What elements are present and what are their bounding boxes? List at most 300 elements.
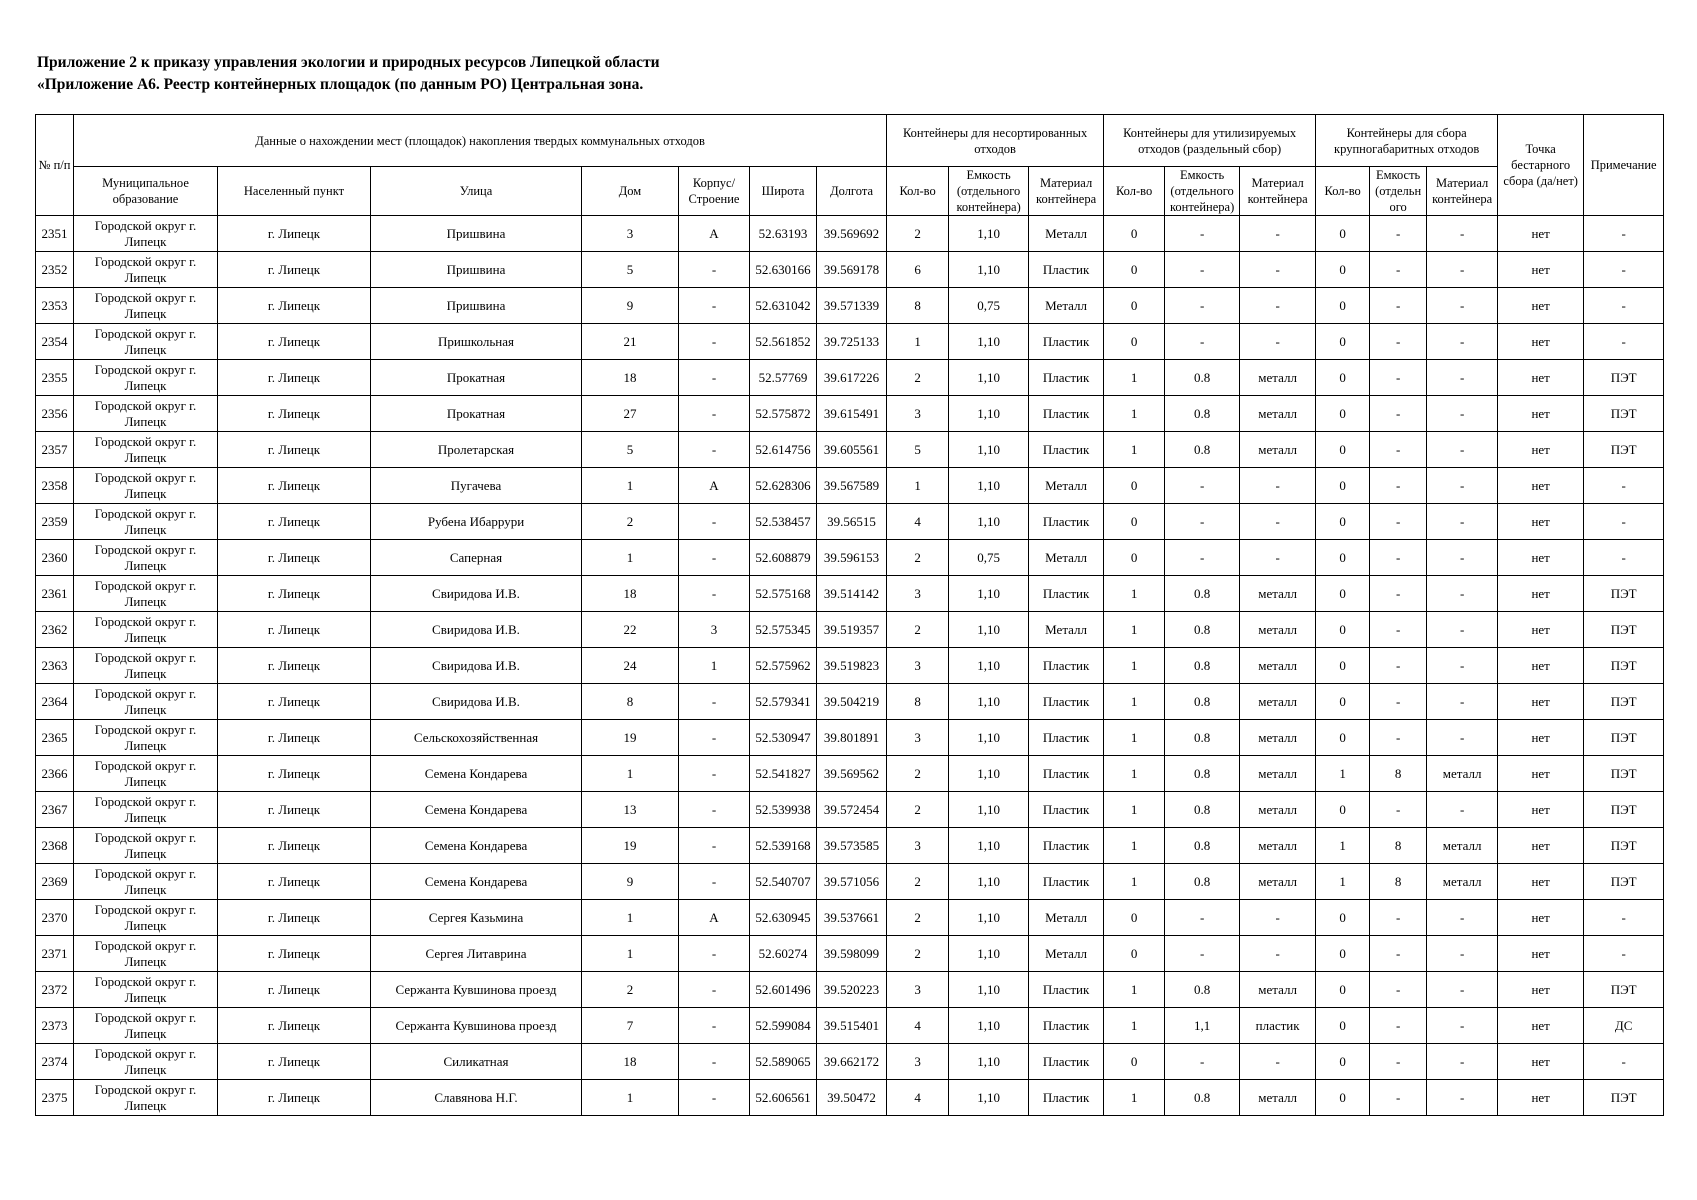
- cell-latitude: 52.630166: [750, 252, 817, 288]
- cell-note: -: [1584, 540, 1664, 576]
- cell-bagless: нет: [1498, 684, 1584, 720]
- cell-note: ПЭТ: [1584, 828, 1664, 864]
- cell-building: 3: [679, 612, 750, 648]
- cell-recyclable-count: 0: [1104, 216, 1165, 252]
- cell-latitude: 52.631042: [750, 288, 817, 324]
- cell-longitude: 39.615491: [817, 396, 887, 432]
- cell-bulky-capacity: 8: [1370, 864, 1427, 900]
- cell-unsorted-count: 2: [887, 540, 949, 576]
- cell-bulky-material: -: [1427, 1008, 1498, 1044]
- cell-bulky-material: -: [1427, 972, 1498, 1008]
- header-unsorted-count: Кол-во: [887, 167, 949, 216]
- title-line-1: Приложение 2 к приказу управления экологии и природных ресурсов Липецкой области: [37, 54, 660, 71]
- cell-building: -: [679, 684, 750, 720]
- cell-num: 2358: [36, 468, 74, 504]
- cell-recyclable-count: 1: [1104, 612, 1165, 648]
- cell-settlement: г. Липецк: [218, 396, 371, 432]
- cell-recyclable-count: 1: [1104, 1080, 1165, 1116]
- cell-house: 21: [582, 324, 679, 360]
- table-row: [36, 972, 1664, 1008]
- cell-longitude: 39.537661: [817, 900, 887, 936]
- cell-recyclable-count: 1: [1104, 1008, 1165, 1044]
- cell-bulky-capacity: -: [1370, 432, 1427, 468]
- cell-bulky-material: -: [1427, 792, 1498, 828]
- cell-recyclable-capacity: 0.8: [1165, 1080, 1240, 1116]
- cell-latitude: 52.63193: [750, 216, 817, 252]
- cell-bulky-count: 0: [1316, 648, 1370, 684]
- cell-unsorted-count: 1: [887, 468, 949, 504]
- cell-recyclable-material: -: [1240, 252, 1316, 288]
- cell-street: Пролетарская: [371, 432, 582, 468]
- cell-street: Сергея Литаврина: [371, 936, 582, 972]
- cell-recyclable-capacity: 0.8: [1165, 648, 1240, 684]
- cell-unsorted-count: 8: [887, 684, 949, 720]
- cell-settlement: г. Липецк: [218, 900, 371, 936]
- cell-unsorted-material: Пластик: [1029, 1044, 1104, 1080]
- cell-house: 1: [582, 468, 679, 504]
- cell-bulky-material: металл: [1427, 828, 1498, 864]
- cell-longitude: 39.573585: [817, 828, 887, 864]
- cell-unsorted-count: 2: [887, 900, 949, 936]
- cell-bulky-capacity: -: [1370, 468, 1427, 504]
- cell-note: ПЭТ: [1584, 684, 1664, 720]
- cell-recyclable-count: 1: [1104, 828, 1165, 864]
- header-building: Корпус/ Строение: [679, 167, 750, 216]
- cell-building: -: [679, 1080, 750, 1116]
- cell-bulky-count: 0: [1316, 360, 1370, 396]
- cell-bulky-material: -: [1427, 612, 1498, 648]
- cell-note: ПЭТ: [1584, 864, 1664, 900]
- cell-unsorted-material: Пластик: [1029, 252, 1104, 288]
- cell-unsorted-count: 4: [887, 504, 949, 540]
- cell-house: 18: [582, 576, 679, 612]
- cell-bulky-count: 0: [1316, 684, 1370, 720]
- cell-house: 3: [582, 216, 679, 252]
- header-municipality: Муниципальное образование: [74, 167, 218, 216]
- cell-latitude: 52.575872: [750, 396, 817, 432]
- header-bulky-material: Материал контейнера: [1427, 167, 1498, 216]
- table-row: [36, 864, 1664, 900]
- cell-note: ПЭТ: [1584, 1080, 1664, 1116]
- cell-latitude: 52.630945: [750, 900, 817, 936]
- cell-bulky-count: 0: [1316, 1044, 1370, 1080]
- cell-unsorted-material: Пластик: [1029, 360, 1104, 396]
- cell-municipality: Городской округ г. Липецк: [74, 720, 218, 756]
- cell-unsorted-capacity: 1,10: [949, 792, 1029, 828]
- cell-building: -: [679, 972, 750, 1008]
- cell-recyclable-capacity: 1,1: [1165, 1008, 1240, 1044]
- cell-recyclable-capacity: 0.8: [1165, 684, 1240, 720]
- cell-num: 2362: [36, 612, 74, 648]
- cell-municipality: Городской округ г. Липецк: [74, 936, 218, 972]
- cell-unsorted-material: Металл: [1029, 612, 1104, 648]
- header-unsorted-material: Материал контейнера: [1029, 167, 1104, 216]
- cell-unsorted-count: 3: [887, 648, 949, 684]
- cell-num: 2351: [36, 216, 74, 252]
- cell-unsorted-material: Пластик: [1029, 828, 1104, 864]
- cell-longitude: 39.56515: [817, 504, 887, 540]
- cell-settlement: г. Липецк: [218, 828, 371, 864]
- cell-unsorted-capacity: 1,10: [949, 864, 1029, 900]
- cell-bagless: нет: [1498, 324, 1584, 360]
- cell-street: Пришвина: [371, 216, 582, 252]
- cell-bulky-material: -: [1427, 504, 1498, 540]
- header-location-group: Данные о нахождении мест (площадок) накопления твердых коммунальных отходов: [74, 115, 887, 167]
- table-header: [36, 115, 1664, 216]
- header-recyclable-count: Кол-во: [1104, 167, 1165, 216]
- cell-house: 22: [582, 612, 679, 648]
- cell-settlement: г. Липецк: [218, 360, 371, 396]
- cell-building: -: [679, 288, 750, 324]
- cell-note: ПЭТ: [1584, 396, 1664, 432]
- header-note: Примечание: [1584, 115, 1664, 216]
- cell-bulky-material: -: [1427, 396, 1498, 432]
- cell-street: Саперная: [371, 540, 582, 576]
- cell-unsorted-capacity: 1,10: [949, 396, 1029, 432]
- cell-longitude: 39.617226: [817, 360, 887, 396]
- cell-house: 19: [582, 828, 679, 864]
- header-house: Дом: [582, 167, 679, 216]
- header-unsorted-capacity: Емкость (отдельного контейнера): [949, 167, 1029, 216]
- cell-settlement: г. Липецк: [218, 252, 371, 288]
- cell-street: Пугачева: [371, 468, 582, 504]
- cell-recyclable-material: металл: [1240, 576, 1316, 612]
- header-recyclable-group: Контейнеры для утилизируемых отходов (раздельный сбор): [1104, 115, 1316, 167]
- cell-num: 2371: [36, 936, 74, 972]
- cell-recyclable-material: -: [1240, 288, 1316, 324]
- cell-building: -: [679, 1044, 750, 1080]
- cell-unsorted-capacity: 1,10: [949, 504, 1029, 540]
- table-row: [36, 360, 1664, 396]
- cell-street: Славянова Н.Г.: [371, 1080, 582, 1116]
- cell-house: 18: [582, 360, 679, 396]
- cell-recyclable-material: -: [1240, 1044, 1316, 1080]
- cell-note: -: [1584, 504, 1664, 540]
- header-bulky-capacity: Емкость (отдельн ого: [1370, 167, 1427, 216]
- cell-unsorted-capacity: 1,10: [949, 216, 1029, 252]
- cell-unsorted-count: 3: [887, 576, 949, 612]
- cell-unsorted-material: Металл: [1029, 216, 1104, 252]
- cell-unsorted-material: Пластик: [1029, 396, 1104, 432]
- cell-latitude: 52.575168: [750, 576, 817, 612]
- header-latitude: Широта: [750, 167, 817, 216]
- cell-recyclable-capacity: -: [1165, 468, 1240, 504]
- cell-bagless: нет: [1498, 288, 1584, 324]
- cell-unsorted-count: 2: [887, 756, 949, 792]
- cell-num: 2375: [36, 1080, 74, 1116]
- cell-unsorted-count: 2: [887, 612, 949, 648]
- cell-latitude: 52.561852: [750, 324, 817, 360]
- cell-building: -: [679, 432, 750, 468]
- table-row: [36, 648, 1664, 684]
- cell-bulky-material: -: [1427, 1044, 1498, 1080]
- cell-latitude: 52.539938: [750, 792, 817, 828]
- cell-recyclable-material: металл: [1240, 360, 1316, 396]
- cell-latitude: 52.57769: [750, 360, 817, 396]
- cell-house: 13: [582, 792, 679, 828]
- cell-street: Семена Кондарева: [371, 864, 582, 900]
- cell-street: Силикатная: [371, 1044, 582, 1080]
- cell-unsorted-material: Пластик: [1029, 756, 1104, 792]
- cell-note: -: [1584, 252, 1664, 288]
- cell-street: Свиридова И.В.: [371, 576, 582, 612]
- cell-bulky-capacity: -: [1370, 972, 1427, 1008]
- cell-recyclable-capacity: -: [1165, 288, 1240, 324]
- cell-num: 2368: [36, 828, 74, 864]
- cell-unsorted-capacity: 1,10: [949, 648, 1029, 684]
- cell-settlement: г. Липецк: [218, 864, 371, 900]
- cell-bulky-capacity: 8: [1370, 828, 1427, 864]
- cell-unsorted-material: Пластик: [1029, 324, 1104, 360]
- cell-unsorted-count: 8: [887, 288, 949, 324]
- cell-recyclable-count: 1: [1104, 972, 1165, 1008]
- cell-latitude: 52.608879: [750, 540, 817, 576]
- cell-unsorted-count: 6: [887, 252, 949, 288]
- cell-settlement: г. Липецк: [218, 540, 371, 576]
- cell-latitude: 52.541827: [750, 756, 817, 792]
- cell-house: 1: [582, 1080, 679, 1116]
- cell-recyclable-count: 0: [1104, 900, 1165, 936]
- cell-street: Сержанта Кувшинова проезд: [371, 1008, 582, 1044]
- cell-num: 2372: [36, 972, 74, 1008]
- cell-recyclable-capacity: -: [1165, 900, 1240, 936]
- cell-recyclable-material: -: [1240, 504, 1316, 540]
- header-bagless: Точка бестарного сбора (да/нет): [1498, 115, 1584, 216]
- cell-unsorted-material: Пластик: [1029, 684, 1104, 720]
- cell-bulky-capacity: -: [1370, 1044, 1427, 1080]
- cell-bulky-count: 1: [1316, 828, 1370, 864]
- cell-num: 2353: [36, 288, 74, 324]
- cell-note: -: [1584, 1044, 1664, 1080]
- cell-recyclable-count: 1: [1104, 792, 1165, 828]
- cell-recyclable-material: -: [1240, 540, 1316, 576]
- cell-settlement: г. Липецк: [218, 324, 371, 360]
- cell-building: -: [679, 756, 750, 792]
- cell-recyclable-material: металл: [1240, 396, 1316, 432]
- cell-bulky-capacity: -: [1370, 720, 1427, 756]
- cell-street: Сержанта Кувшинова проезд: [371, 972, 582, 1008]
- cell-unsorted-capacity: 1,10: [949, 576, 1029, 612]
- cell-street: Свиридова И.В.: [371, 684, 582, 720]
- cell-recyclable-count: 1: [1104, 576, 1165, 612]
- cell-note: -: [1584, 468, 1664, 504]
- cell-bagless: нет: [1498, 648, 1584, 684]
- cell-unsorted-count: 4: [887, 1080, 949, 1116]
- cell-house: 1: [582, 900, 679, 936]
- cell-recyclable-material: металл: [1240, 720, 1316, 756]
- cell-recyclable-capacity: 0.8: [1165, 828, 1240, 864]
- cell-bagless: нет: [1498, 900, 1584, 936]
- table-row: [36, 468, 1664, 504]
- cell-bulky-material: -: [1427, 936, 1498, 972]
- cell-unsorted-material: Пластик: [1029, 1008, 1104, 1044]
- cell-bulky-material: -: [1427, 1080, 1498, 1116]
- cell-bulky-material: -: [1427, 900, 1498, 936]
- document-title: [37, 52, 660, 96]
- table-row: [36, 576, 1664, 612]
- cell-recyclable-material: металл: [1240, 828, 1316, 864]
- cell-num: 2366: [36, 756, 74, 792]
- cell-num: 2373: [36, 1008, 74, 1044]
- cell-recyclable-capacity: 0.8: [1165, 612, 1240, 648]
- cell-settlement: г. Липецк: [218, 576, 371, 612]
- cell-bulky-count: 0: [1316, 612, 1370, 648]
- cell-latitude: 52.606561: [750, 1080, 817, 1116]
- cell-unsorted-material: Металл: [1029, 900, 1104, 936]
- cell-settlement: г. Липецк: [218, 612, 371, 648]
- cell-note: -: [1584, 900, 1664, 936]
- header-unsorted-group: Контейнеры для несортированных отходов: [887, 115, 1104, 167]
- table-row: [36, 252, 1664, 288]
- cell-bulky-material: -: [1427, 720, 1498, 756]
- cell-unsorted-count: 5: [887, 432, 949, 468]
- cell-municipality: Городской округ г. Липецк: [74, 432, 218, 468]
- cell-bulky-material: -: [1427, 252, 1498, 288]
- cell-municipality: Городской округ г. Липецк: [74, 612, 218, 648]
- cell-street: Свиридова И.В.: [371, 612, 582, 648]
- cell-unsorted-count: 2: [887, 936, 949, 972]
- cell-num: 2360: [36, 540, 74, 576]
- cell-municipality: Городской округ г. Липецк: [74, 864, 218, 900]
- cell-settlement: г. Липецк: [218, 288, 371, 324]
- cell-municipality: Городской округ г. Липецк: [74, 1044, 218, 1080]
- cell-latitude: 52.540707: [750, 864, 817, 900]
- header-bulky-group: Контейнеры для сбора крупногабаритных отходов: [1316, 115, 1498, 167]
- cell-bulky-count: 0: [1316, 468, 1370, 504]
- cell-bagless: нет: [1498, 1008, 1584, 1044]
- table-row: [36, 792, 1664, 828]
- cell-recyclable-material: металл: [1240, 648, 1316, 684]
- cell-recyclable-material: -: [1240, 468, 1316, 504]
- cell-bagless: нет: [1498, 972, 1584, 1008]
- cell-bulky-capacity: -: [1370, 900, 1427, 936]
- cell-building: -: [679, 324, 750, 360]
- cell-note: ПЭТ: [1584, 432, 1664, 468]
- cell-street: Семена Кондарева: [371, 828, 582, 864]
- cell-bulky-capacity: -: [1370, 288, 1427, 324]
- cell-longitude: 39.725133: [817, 324, 887, 360]
- cell-settlement: г. Липецк: [218, 792, 371, 828]
- cell-num: 2356: [36, 396, 74, 432]
- cell-recyclable-count: 1: [1104, 720, 1165, 756]
- cell-bagless: нет: [1498, 792, 1584, 828]
- cell-bagless: нет: [1498, 1080, 1584, 1116]
- table-row: [36, 936, 1664, 972]
- cell-bagless: нет: [1498, 432, 1584, 468]
- table-row: [36, 288, 1664, 324]
- cell-settlement: г. Липецк: [218, 720, 371, 756]
- cell-recyclable-capacity: 0.8: [1165, 864, 1240, 900]
- cell-bulky-count: 0: [1316, 576, 1370, 612]
- cell-longitude: 39.567589: [817, 468, 887, 504]
- cell-bulky-capacity: -: [1370, 792, 1427, 828]
- cell-bulky-material: -: [1427, 468, 1498, 504]
- cell-recyclable-count: 0: [1104, 936, 1165, 972]
- cell-bulky-count: 0: [1316, 792, 1370, 828]
- cell-bulky-material: -: [1427, 216, 1498, 252]
- cell-longitude: 39.801891: [817, 720, 887, 756]
- cell-municipality: Городской округ г. Липецк: [74, 828, 218, 864]
- cell-recyclable-count: 1: [1104, 864, 1165, 900]
- header-street: Улица: [371, 167, 582, 216]
- cell-bulky-count: 0: [1316, 504, 1370, 540]
- cell-building: -: [679, 828, 750, 864]
- cell-municipality: Городской округ г. Липецк: [74, 324, 218, 360]
- cell-longitude: 39.598099: [817, 936, 887, 972]
- cell-recyclable-material: металл: [1240, 756, 1316, 792]
- cell-street: Семена Кондарева: [371, 792, 582, 828]
- cell-recyclable-count: 1: [1104, 756, 1165, 792]
- cell-house: 9: [582, 864, 679, 900]
- cell-bulky-capacity: -: [1370, 1080, 1427, 1116]
- cell-unsorted-material: Пластик: [1029, 432, 1104, 468]
- cell-building: -: [679, 396, 750, 432]
- cell-municipality: Городской округ г. Липецк: [74, 1080, 218, 1116]
- cell-unsorted-count: 3: [887, 972, 949, 1008]
- cell-bagless: нет: [1498, 612, 1584, 648]
- cell-recyclable-capacity: 0.8: [1165, 432, 1240, 468]
- cell-note: ДС: [1584, 1008, 1664, 1044]
- cell-unsorted-count: 2: [887, 216, 949, 252]
- cell-recyclable-material: -: [1240, 900, 1316, 936]
- cell-unsorted-material: Пластик: [1029, 972, 1104, 1008]
- header-recyclable-material: Материал контейнера: [1240, 167, 1316, 216]
- cell-latitude: 52.601496: [750, 972, 817, 1008]
- cell-street: Пришкольная: [371, 324, 582, 360]
- cell-unsorted-capacity: 1,10: [949, 324, 1029, 360]
- cell-street: Прокатная: [371, 396, 582, 432]
- cell-recyclable-count: 0: [1104, 540, 1165, 576]
- cell-recyclable-material: металл: [1240, 972, 1316, 1008]
- cell-recyclable-count: 1: [1104, 648, 1165, 684]
- cell-latitude: 52.60274: [750, 936, 817, 972]
- cell-bulky-material: -: [1427, 648, 1498, 684]
- cell-recyclable-material: металл: [1240, 432, 1316, 468]
- cell-num: 2370: [36, 900, 74, 936]
- cell-bulky-capacity: -: [1370, 540, 1427, 576]
- cell-unsorted-capacity: 1,10: [949, 252, 1029, 288]
- table-row: [36, 684, 1664, 720]
- cell-building: -: [679, 252, 750, 288]
- cell-bulky-material: -: [1427, 540, 1498, 576]
- cell-longitude: 39.520223: [817, 972, 887, 1008]
- cell-latitude: 52.530947: [750, 720, 817, 756]
- cell-longitude: 39.519823: [817, 648, 887, 684]
- table-row: [36, 324, 1664, 360]
- cell-recyclable-count: 0: [1104, 1044, 1165, 1080]
- cell-note: ПЭТ: [1584, 576, 1664, 612]
- cell-building: А: [679, 216, 750, 252]
- cell-recyclable-material: металл: [1240, 864, 1316, 900]
- cell-recyclable-capacity: 0.8: [1165, 396, 1240, 432]
- cell-recyclable-count: 1: [1104, 396, 1165, 432]
- cell-settlement: г. Липецк: [218, 468, 371, 504]
- cell-bagless: нет: [1498, 756, 1584, 792]
- cell-house: 18: [582, 1044, 679, 1080]
- cell-note: -: [1584, 936, 1664, 972]
- cell-unsorted-material: Пластик: [1029, 1080, 1104, 1116]
- cell-recyclable-capacity: -: [1165, 216, 1240, 252]
- cell-unsorted-material: Пластик: [1029, 792, 1104, 828]
- cell-unsorted-material: Пластик: [1029, 864, 1104, 900]
- table-row: [36, 756, 1664, 792]
- cell-municipality: Городской округ г. Липецк: [74, 504, 218, 540]
- cell-note: ПЭТ: [1584, 648, 1664, 684]
- cell-recyclable-count: 1: [1104, 432, 1165, 468]
- cell-bulky-capacity: -: [1370, 1008, 1427, 1044]
- cell-longitude: 39.569178: [817, 252, 887, 288]
- cell-longitude: 39.571339: [817, 288, 887, 324]
